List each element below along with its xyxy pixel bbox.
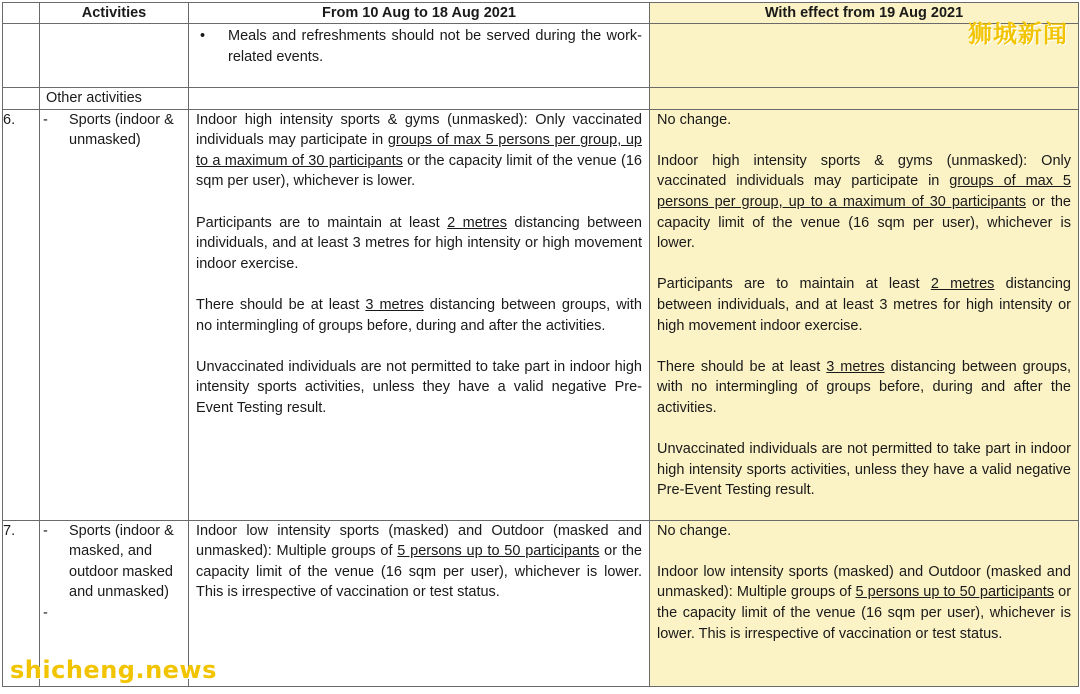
row-7-activity: Sports (indoor & masked, and outdoor masked and unmasked) xyxy=(69,522,174,601)
row-7-number: 7. xyxy=(3,520,40,686)
section-label: Other activities xyxy=(40,88,189,110)
row-6-activity-cell xyxy=(40,109,189,520)
row-7-new-p1: Indoor low intensity sports (masked) and Outdoor (masked and unmasked): Multiple groups of 5 persons up to 50 participants or the capacity limit of the venue (16 sqm per user), whichever is lower. This is irrespective of vaccination or test status. xyxy=(657,563,1072,642)
bullet-icon: • xyxy=(200,28,206,44)
row-6-new-p2: Participants are to maintain at least 2 metres distancing between individuals, and at least 3 metres for high intensity or high movement indoor exercise. xyxy=(657,276,1071,334)
row-7-current xyxy=(189,520,650,686)
dash-icon: - xyxy=(43,522,48,539)
row-6-current-p3: There should be at least 3 metres distancing between groups, with no intermingling of groups before, during and after the activities. xyxy=(196,296,642,334)
row-7-current-p1: Indoor low intensity sports (masked) and Outdoor (masked and unmasked): Multiple groups of 5 persons up to 50 participants or the capacity limit of the venue (16 sqm per user), whichever is lower. This is irrespective of vaccination or test status. xyxy=(196,522,642,601)
row-6-activity: Sports (indoor & unmasked) xyxy=(69,111,174,149)
measures-table xyxy=(2,2,1079,687)
row-6-current-p1: Indoor high intensity sports & gyms (unmasked): Only vaccinated individuals may participate in groups of max 5 persons per group, up to a maximum of 30 participants or the capacity limit of the venue (16 sqm per user), whichever is lower. xyxy=(196,111,642,190)
row-7-new-no-change: No change. xyxy=(657,522,732,539)
row-6-new xyxy=(650,109,1079,520)
section-row xyxy=(3,88,1079,110)
header-current-period: From 10 Aug to 18 Aug 2021 xyxy=(189,3,650,24)
row-6-number: 6. xyxy=(3,109,40,520)
meals-text: Meals and refreshments should not be served during the work-related events. xyxy=(228,28,642,65)
row-6-new-p3: There should be at least 3 metres distancing between groups, with no intermingling of groups before, during and after the activities. xyxy=(657,358,1071,416)
watermark-logo-cn: 狮城新闻 xyxy=(968,20,1068,48)
meals-row xyxy=(3,24,1079,88)
row-6-current xyxy=(189,109,650,520)
meals-cell xyxy=(189,24,650,88)
row-6-new-p1: Indoor high intensity sports & gyms (unmasked): Only vaccinated individuals may participate in groups of max 5 persons per group, up to a maximum of 30 participants or the capacity limit of the venue (16 sqm per user), whichever is lower. xyxy=(657,152,1071,252)
row-6-current-p4: Unvaccinated individuals are not permitted to take part in indoor high intensity sports activities, unless they have a valid negative Pre-Event Testing result. xyxy=(196,358,642,416)
header-number xyxy=(3,3,40,24)
header-new-period: With effect from 19 Aug 2021 xyxy=(650,3,1079,24)
header-activities: Activities xyxy=(40,3,189,24)
row-6-new-p4: Unvaccinated individuals are not permitted to take part in indoor high intensity sports activities, unless they have a valid negative Pre-Event Testing result. xyxy=(657,441,1071,499)
row-7-new xyxy=(650,520,1079,686)
row-6-current-p2: Participants are to maintain at least 2 metres distancing between individuals, and at least 3 metres for high intensity or high movement indoor exercise. xyxy=(196,214,642,272)
dash-icon: - xyxy=(43,604,48,621)
row-6 xyxy=(3,109,1079,520)
row-6-new-no-change: No change. xyxy=(657,111,732,128)
header-row xyxy=(3,3,1079,24)
dash-icon: - xyxy=(43,111,48,128)
watermark-logo-en: shicheng.news xyxy=(10,656,217,684)
